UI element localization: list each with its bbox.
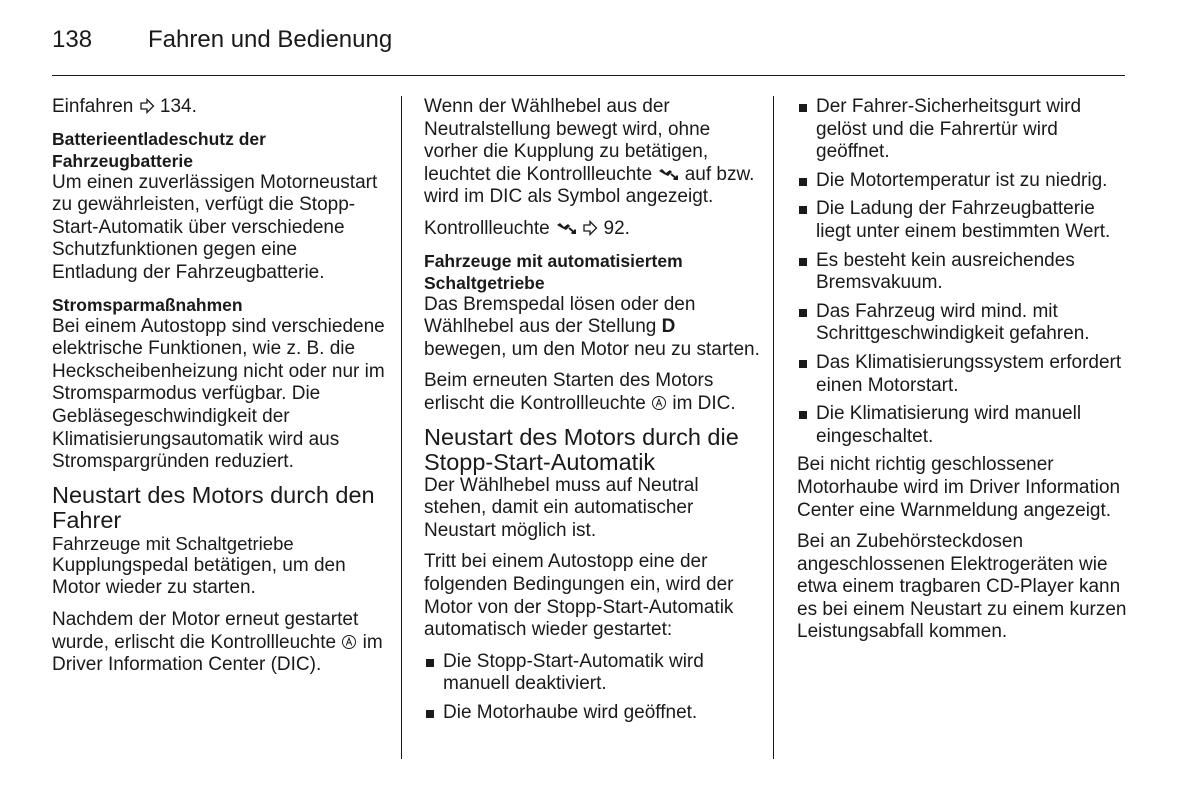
bullet-marker [426,710,434,718]
column-divider-2 [773,96,774,759]
list-item-text: Die Ladung der Fahrzeugbatterie liegt unter einem bestimmten Wert. [816,198,1111,242]
list-item [797,250,1133,295]
conditions-list-a [424,651,760,725]
bullet-marker [799,206,807,214]
hood-warning-text: Bei nicht richtig geschlossener Motorhaube wird im Driver Information Center eine Warnmeldung angezeigt. [797,454,1121,521]
list-item-text: Der Fahrer-Sicherheitsgurt wird gelöst und die Fahrertür wird geöffnet. [816,96,1082,163]
automated-gearbox-heading: Fahrzeuge mit automatisiertem Schaltgetriebe [424,250,683,293]
reference-arrow-icon [139,98,155,114]
list-item [797,403,1133,448]
page-title: Fahren und Bedienung [148,26,393,53]
list-item-text: Das Klimatisierungssystem erfordert einen Motorstart. [816,351,1122,396]
list-item [797,96,1133,164]
list-item [797,301,1133,346]
battery-heading: Batterieentladeschutz der Fahrzeugbatterie [52,128,266,171]
bullet-marker [799,178,807,186]
column-1 [52,96,386,686]
automated-gearbox-text [424,294,760,362]
shift-indicator-icon [657,166,679,182]
list-item [424,651,760,696]
column-divider-1 [401,96,402,759]
list-item-text: Das Fahrzeug wird mind. mit Schrittgeschwindigkeit gefahren. [816,300,1090,345]
accessory-text: Bei an Zubehörsteckdosen angeschlossenen Elektrogeräten wie etwa einem tragbaren CD-Player kann es bei einem Neustart zu einem kurzen Leistungsabfall kommen. [797,531,1127,643]
autostop-a-icon [341,634,357,650]
column-3 [797,96,1133,653]
list-item-text: Die Stopp-Start-Automatik wird manuell deaktiviert. [443,650,704,695]
bullet-marker [799,309,807,317]
neutral-text-b: auf bzw. wird im DIC als Symbol angezeigt. [424,163,755,208]
page-number: 138 [52,26,93,53]
battery-text: Um einen zuverlässigen Motorneustart zu gewährleisten, verfügt die Stopp-Start-Automatik über verschiedene Schutzfunktionen gegen eine Entladung der Fahrzeugbatterie. [52,171,378,283]
header-rule [52,75,1125,76]
list-item-text: Die Motorhaube wird geöffnet. [443,701,698,723]
auto-text-b: bewegen, um den Motor neu zu starten. [424,338,760,360]
reference-text: Einfahren [52,96,134,117]
neutral-text-a: Wenn der Wählhebel aus der Neutralstellung bewegt wird, ohne vorher die Kupplung zu betätigen, leuchtet die Kontrollleuchte [424,96,711,185]
restart-lamp-a: Beim erneuten Starten des Motors erlischt die Kontrollleuchte [424,370,714,414]
manual-gearbox-text: Kupplungspedal betätigen, um den Motor wieder zu starten. [52,554,346,599]
gear-d-label: D [661,316,676,338]
lamp-label: Kontrollleuchte [424,217,550,239]
list-item [424,702,760,725]
manual-gearbox-heading: Fahrzeuge mit Schaltgetriebe [52,532,294,554]
bullet-marker [799,258,807,266]
dic-text-a: Nachdem der Motor erneut gestartet wurde, erlischt die Kontrollleuchte [52,608,359,653]
breakin-reference [52,96,386,119]
restart-lamp-text [424,370,760,415]
neutral-text [424,96,760,209]
lamp-reference [424,218,760,241]
bullet-marker [799,411,807,419]
neutral-requirement: Der Wählhebel muss auf Neutral stehen, damit ein automatischer Neustart möglich ist. [424,474,699,541]
reference-arrow-icon [582,220,598,236]
conditions-intro: Tritt bei einem Autostopp eine der folgenden Bedingungen ein, wird der Motor von der Stopp-Start-Automatik automatisch wieder gestartet: [424,551,734,641]
column-2 [424,96,760,730]
reference-page: 134. [159,96,197,117]
page-header [52,26,392,54]
dic-text [52,609,386,677]
list-item-text: Es besteht kein ausreichendes Bremsvakuum. [816,249,1075,294]
shift-indicator-icon [555,220,577,236]
list-item-text: Die Klimatisierung wird manuell eingeschaltet. [816,403,1082,447]
bullet-marker [799,104,807,112]
bullet-marker [426,659,434,667]
list-item [797,198,1133,243]
power-saving-text: Bei einem Autostopp sind verschiedene elektrische Funktionen, wie z. B. die Heckscheibenheizung nicht oder nur im Stromsparmodus verfügbar. Die Gebläsegeschwindigkeit der Klimatisierungsautomatik wird aus Stromspargründen reduziert. [52,315,385,473]
auto-restart-heading: Neustart des Motors durch die Stopp-Start-Automatik [424,423,739,475]
auto-text-a: Das Bremspedal lösen oder den Wählhebel aus der Stellung [424,293,696,338]
power-saving-heading: Stromsparmaßnahmen [52,294,243,315]
list-item-text: Die Motortemperatur ist zu niedrig. [816,169,1108,191]
list-item [797,352,1133,397]
bullet-marker [799,360,807,368]
autostop-a-icon [651,395,667,411]
restart-lamp-b: im DIC. [672,392,736,414]
driver-restart-heading: Neustart des Motors durch den Fahrer [52,481,375,533]
dic-text-b: im Driver Information Center (DIC). [52,631,383,676]
lamp-ref-page: 92. [603,217,630,239]
conditions-list-b [797,96,1133,448]
list-item [797,170,1133,193]
